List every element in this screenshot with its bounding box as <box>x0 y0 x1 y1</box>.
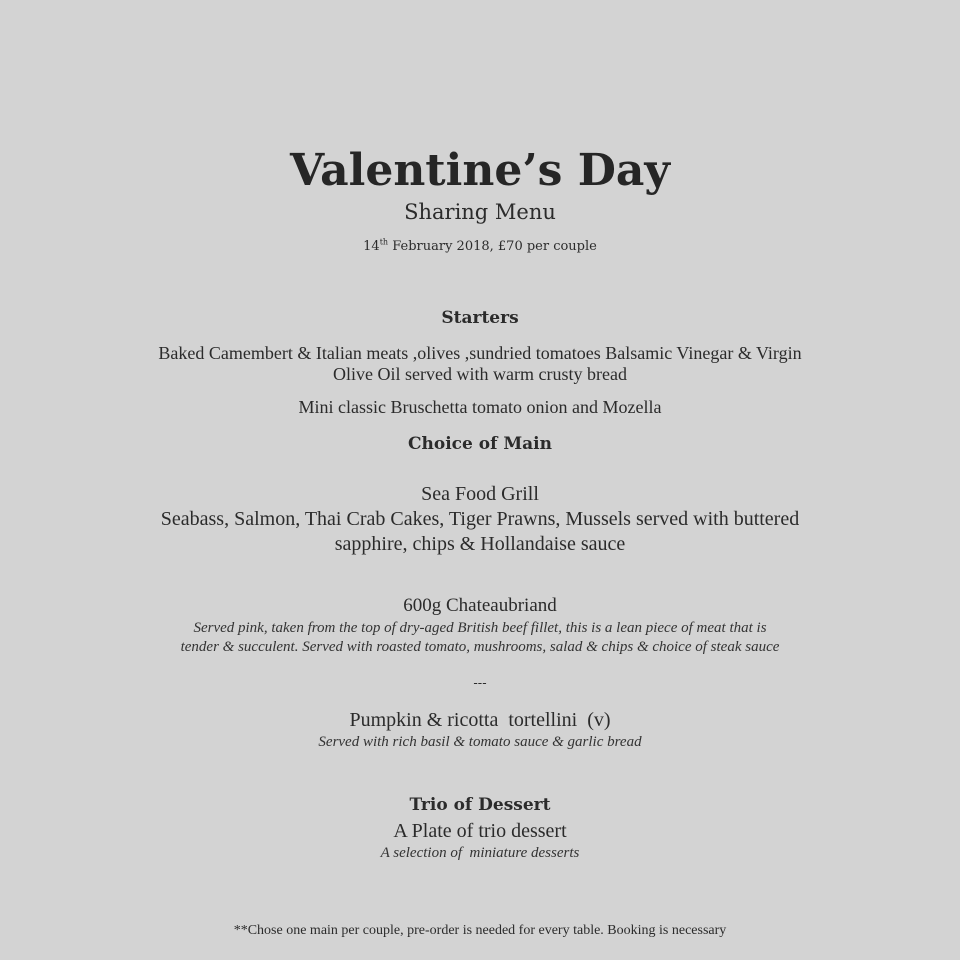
chateaubriand-description-line-2: tender & succulent. Served with roasted tomato, mushrooms, salad & chips & choice of steak sauce <box>180 639 780 655</box>
menu-date-price <box>0 238 960 256</box>
seafood-description-line-2: sapphire, chips & Hollandaise sauce <box>334 533 626 555</box>
chateaubriand-description <box>0 619 960 657</box>
chateaubriand-description-line-1: Served pink, taken from the top of dry-aged British beef fillet, this is a lean piece of meat that is <box>193 620 767 636</box>
dessert-title: A Plate of trio dessert <box>393 820 567 842</box>
dessert-description: A selection of miniature desserts <box>380 845 580 861</box>
starter-item-2: Mini classic Bruschetta tomato onion and Mozella <box>298 397 662 417</box>
chateaubriand-title: 600g Chateaubriand <box>403 595 557 616</box>
pumpkin-description: Served with rich basil & tomato sauce & garlic bread <box>318 734 642 750</box>
footer-note: **Chose one main per couple, pre-order is needed for every table. Booking is necessary <box>233 923 727 938</box>
starters-heading: Starters <box>441 308 519 328</box>
date-rest: February 2018, £70 per couple <box>388 239 597 254</box>
seafood-description-line-1: Seabass, Salmon, Thai Crab Cakes, Tiger Prawns, Mussels served with buttered <box>160 508 800 530</box>
seafood-title: Sea Food Grill <box>421 483 539 505</box>
date-suffix: th <box>379 237 389 247</box>
starter-item-1-line-2: Olive Oil served with warm crusty bread <box>333 364 627 384</box>
seafood-description <box>0 507 960 557</box>
menu-subtitle: Sharing Menu <box>404 200 556 224</box>
section-separator: --- <box>473 676 487 691</box>
starter-item-1 <box>0 343 960 385</box>
dessert-heading: Trio of Dessert <box>409 795 551 815</box>
mains-heading: Choice of Main <box>408 434 552 454</box>
pumpkin-title: Pumpkin & ricotta tortellini (v) <box>349 709 611 731</box>
menu-title: Valentine’s Day <box>290 145 670 196</box>
starter-item-1-line-1: Baked Camembert & Italian meats ,olives ,sundried tomatoes Balsamic Vinegar & Virgin <box>158 343 802 363</box>
date-day: 14 <box>363 239 380 254</box>
